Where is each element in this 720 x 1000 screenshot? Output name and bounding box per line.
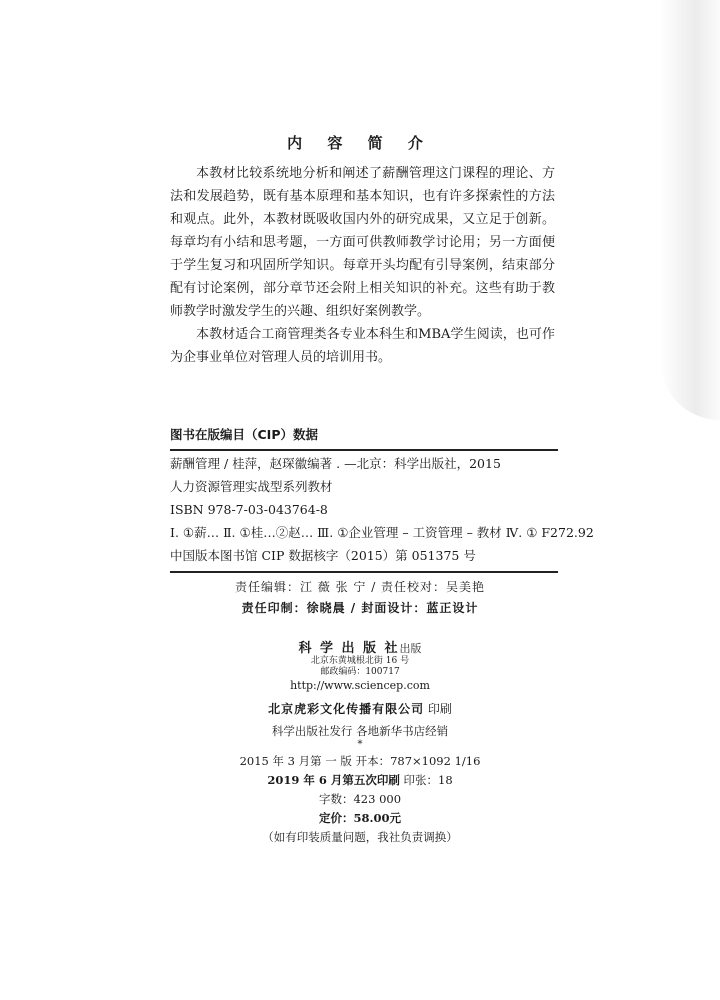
publisher-address: 北京东黄城根北街 16 号 — [310, 656, 410, 666]
separator-star: * — [357, 739, 363, 750]
summary-title: 内 容 简 介 — [287, 134, 433, 152]
production-line: 责任印制：徐晓晨 / 封面设计：蓝正设计 — [241, 601, 479, 615]
publisher-block — [0, 637, 720, 740]
printing-line: 2019 年 6 月第五次印刷 — [267, 773, 400, 787]
cip-series-line: 人力资源管理实战型系列教材 — [170, 479, 333, 494]
edition-line: 2015 年 3 月第 一 版 开本：787×1092 1/16 — [239, 754, 481, 768]
sheets-count: 印张：18 — [403, 773, 453, 787]
summary-text — [170, 162, 555, 369]
publisher-name: 科 学 出 版 社 — [298, 641, 400, 656]
editor-line: 责任编辑：江 薇 张 宁 / 责任校对：吴美艳 — [234, 580, 486, 594]
summary-paragraph-2: 本教材适合工商管理类各专业本科生和MBA学生阅读，也可作为企事业单位对管理人员的培训用书。 — [170, 327, 555, 365]
cip-title-line: 薪酬管理 / 桂萍，赵琛徽编著 . —北京：科学出版社，2015 — [170, 456, 501, 471]
imprint-block — [0, 738, 720, 847]
cip-record-number-line: 中国版本图书馆 CIP 数据核字（2015）第 051375 号 — [170, 548, 476, 563]
distribution-line: 科学出版社发行 各地新华书店经销 — [271, 724, 449, 738]
cip-classification-line: Ⅰ. ①薪… Ⅱ. ①桂…②赵… Ⅲ. ①企业管理 – 工资管理 – 教材 Ⅳ. ① F272.92 — [170, 525, 594, 540]
summary-paragraph-1: 本教材比较系统地分析和阐述了薪酬管理这门课程的理论、方法和发展趋势，既有基本原理和基本知识，也有许多探索性的方法和观点。此外，本教材既吸收国内外的研究成果，又立足于创新。每章均有小结和思考题，一方面可供教师教学讨论用；另一方面便于学生复习和巩固所学知识。每章开头均配有引导案例，结束部分配有讨论案例，部分章节还会附上相关知识的补充。这些有助于教师教学时激发学生的兴趣、组织好案例教学。 — [170, 166, 555, 319]
printer-name: 北京虎彩文化传播有限公司 — [268, 702, 425, 716]
price-label: 定价： — [318, 811, 354, 825]
quality-notice: （如有印装质量问题，我社负责调换） — [262, 830, 458, 844]
credits-block — [0, 577, 720, 619]
cip-data-block — [170, 452, 594, 573]
cip-heading: 图书在版编目（CIP）数据 — [170, 425, 558, 451]
printer-suffix: 印刷 — [427, 702, 452, 716]
publisher-postcode: 邮政编码：100717 — [320, 667, 400, 677]
price-value: 58.00元 — [353, 811, 401, 825]
publisher-suffix: 出版 — [399, 642, 422, 655]
word-count: 字数：423 000 — [318, 792, 402, 806]
cip-isbn-line: ISBN 978-7-03-043764-8 — [170, 502, 328, 517]
publisher-url: http://www.sciencep.com — [290, 679, 430, 692]
